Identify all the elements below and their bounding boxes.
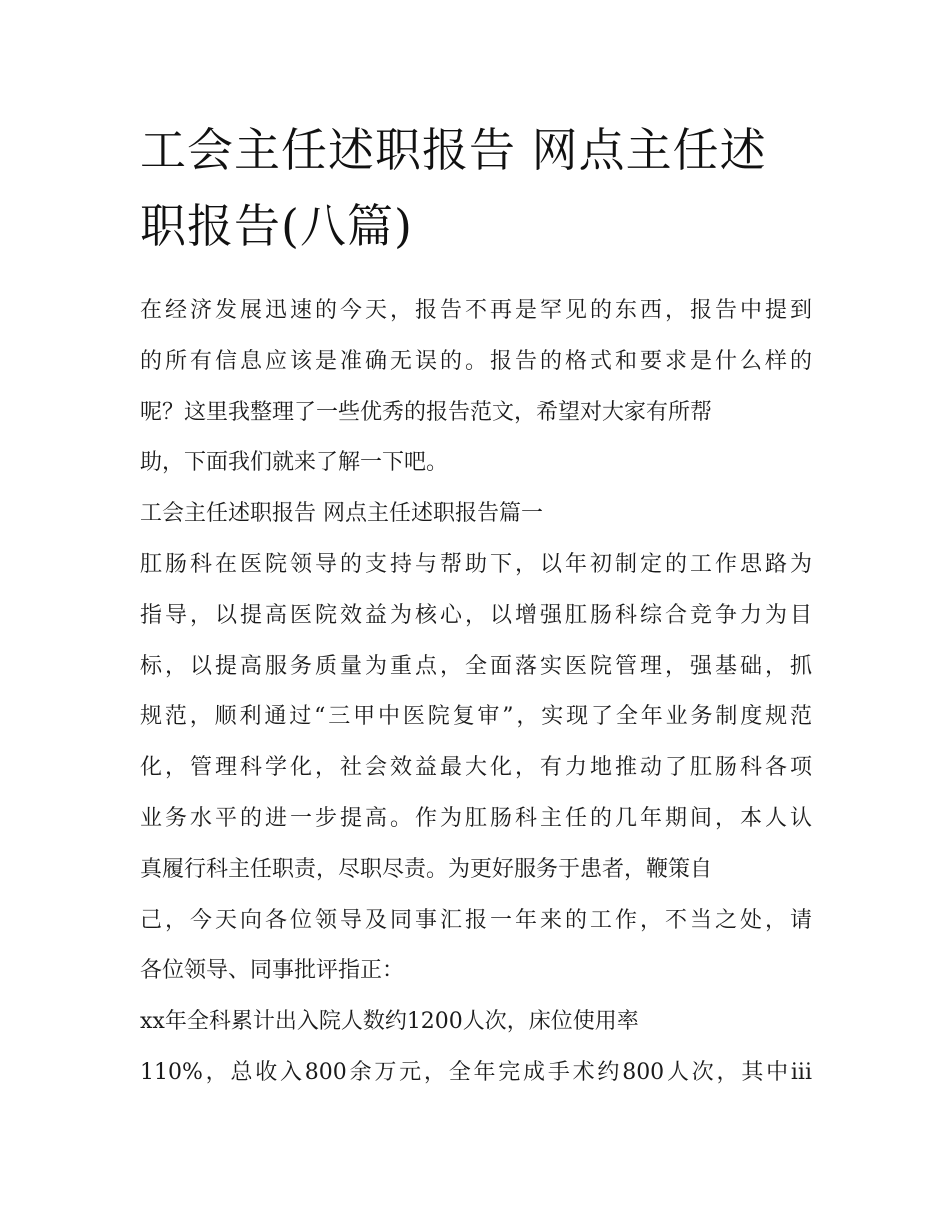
body-line: 110%，总收入800余万元，全年完成手术约800人次，其中iii	[140, 1059, 812, 1085]
title-line: 工会主任述职报告 网点主任述	[140, 123, 767, 177]
body-line: 标，以提高服务质量为重点，全面落实医院管理，强基础，抓	[140, 653, 812, 679]
body-line: 规范，顺利通过“三甲中医院复审”，实现了全年业务制度规范	[140, 704, 812, 730]
body-line: 指导，以提高医院效益为核心，以增强肛肠科综合竞争力为目	[140, 602, 812, 628]
body-line: 的所有信息应该是准确无误的。报告的格式和要求是什么样的	[140, 348, 812, 374]
body-line: 在经济发展迅速的今天，报告不再是罕见的东西，报告中提到	[140, 298, 812, 323]
body-line: 各位领导、同事批评指正：	[140, 958, 405, 984]
title-line: 职报告(八篇)	[140, 199, 413, 253]
document-page	[140, 112, 812, 1099]
document-title	[140, 112, 812, 264]
body-line: 助，下面我们就来了解一下吧。	[140, 450, 449, 476]
body-line: 真履行科主任职责，尽职尽责。为更好服务于患者，鞭策自	[140, 856, 713, 882]
body-line: xx年全科累计出入院人数约1200人次，床位使用率	[140, 1009, 639, 1035]
body-line: 业务水平的进一步提高。作为肛肠科主任的几年期间，本人认	[140, 805, 812, 831]
body-line: 呢？这里我整理了一些优秀的报告范文，希望对大家有所帮	[140, 399, 713, 425]
body-line: 化，管理科学化，社会效益最大化，有力地推动了肛肠科各项	[140, 755, 812, 781]
document-body	[140, 286, 812, 1099]
body-line: 肛肠科在医院领导的支持与帮助下，以年初制定的工作思路为	[140, 551, 812, 577]
body-line: 工会主任述职报告 网点主任述职报告篇一	[140, 501, 543, 527]
body-line: 己，今天向各位领导及同事汇报一年来的工作，不当之处，请	[140, 907, 812, 933]
